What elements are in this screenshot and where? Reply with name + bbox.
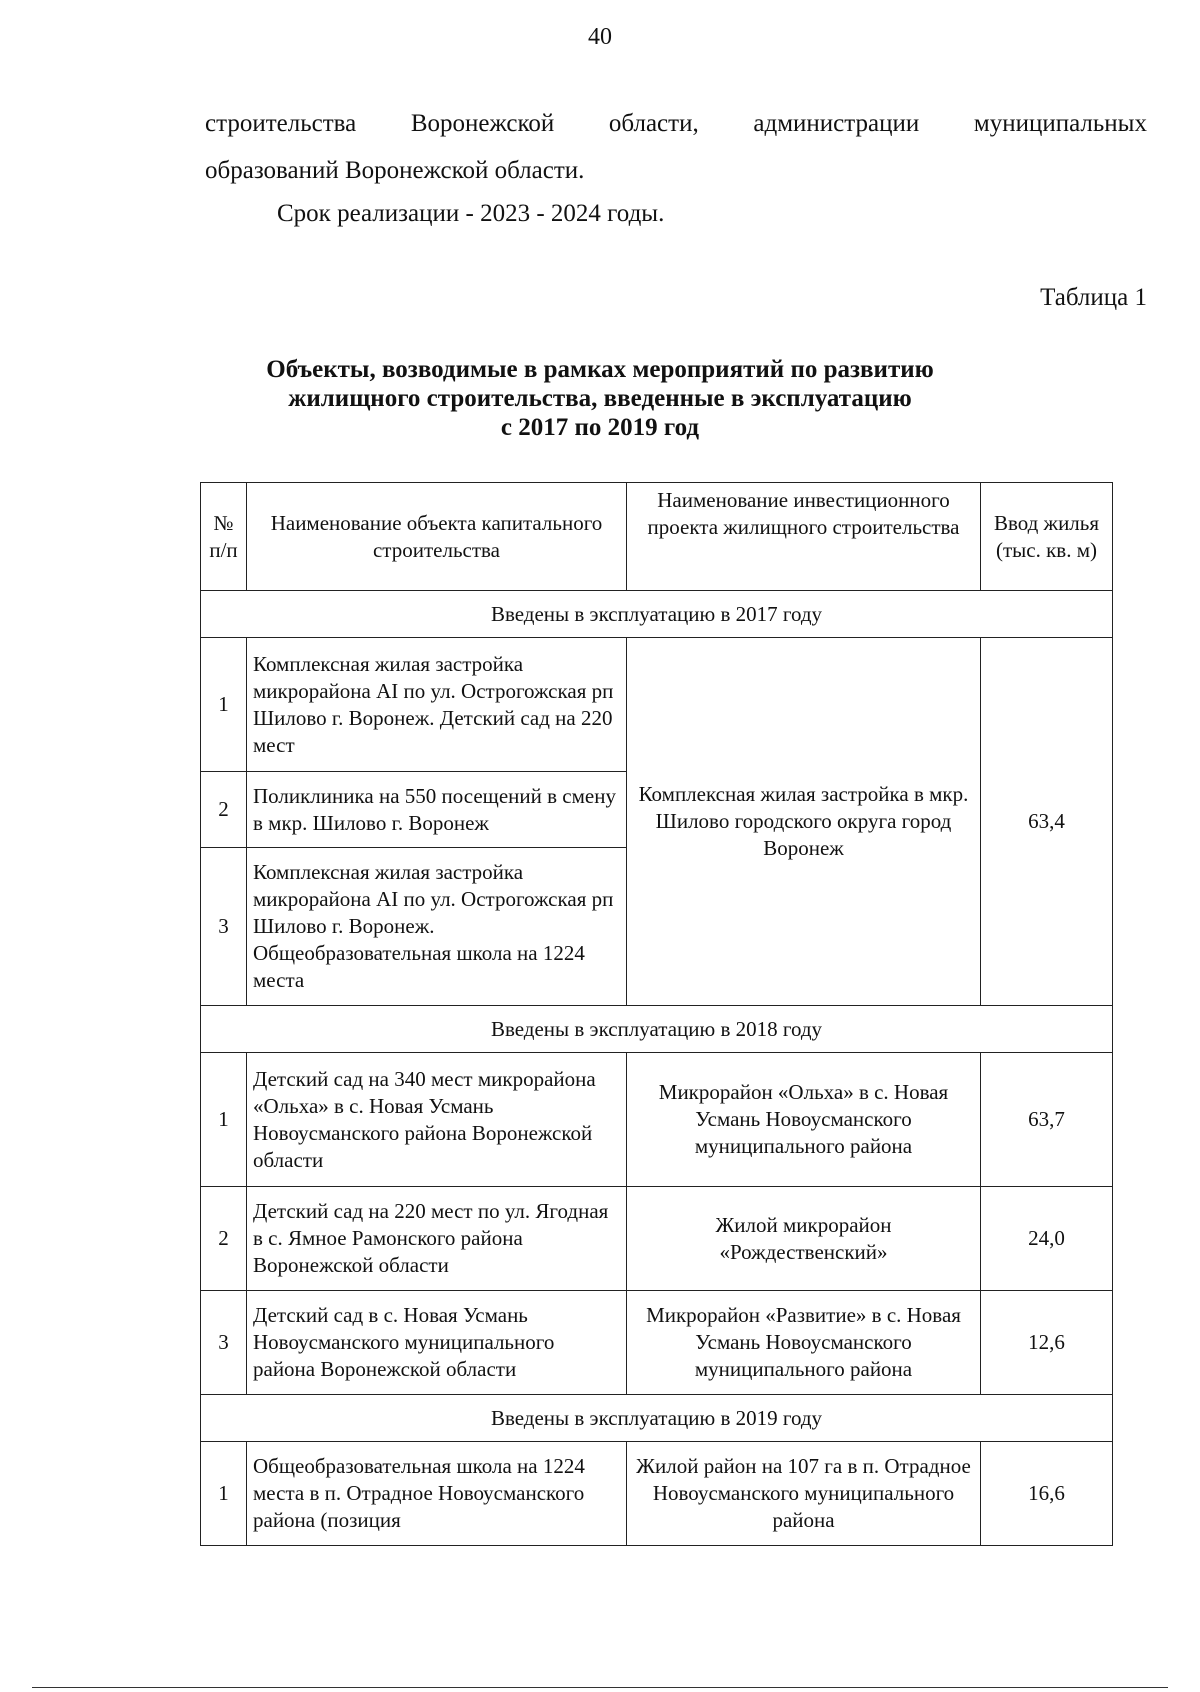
section-row-2018 <box>201 1006 1113 1053</box>
row-value: 16,6 <box>981 1442 1113 1546</box>
row-object: Детский сад на 220 мест по ул. Ягодная в с. Ямное Рамонского района Воронежской области <box>247 1187 627 1291</box>
table-row <box>201 1291 1113 1395</box>
row-num: 2 <box>201 1187 247 1291</box>
row-value: 63,4 <box>981 638 1113 1006</box>
table-row <box>201 1053 1113 1187</box>
header-num: № п/п <box>201 483 247 591</box>
row-project: Комплексная жилая застройка в мкр. Шилово городского округа город Воронеж <box>627 638 981 1006</box>
row-num: 1 <box>201 1442 247 1546</box>
section-row-2017 <box>201 591 1113 638</box>
page-number: 40 <box>588 24 612 50</box>
row-num: 3 <box>201 1291 247 1395</box>
table-title <box>0 355 1200 442</box>
section-title: Введены в эксплуатацию в 2019 году <box>201 1395 1113 1442</box>
intro-line-1 <box>205 100 1147 147</box>
section-title: Введены в эксплуатацию в 2018 году <box>201 1006 1113 1053</box>
row-object: Детский сад на 340 мест микрорайона «Ольха» в с. Новая Усмань Новоусманского района Воронежской области <box>247 1053 627 1187</box>
table-row <box>201 638 1113 772</box>
row-num: 1 <box>201 1053 247 1187</box>
header-input: Ввод жилья (тыс. кв. м) <box>981 483 1113 591</box>
row-num: 2 <box>201 772 247 848</box>
intro-word: строительства <box>205 110 357 137</box>
row-project: Микрорайон «Развитие» в с. Новая Усмань Новоусманского муниципального района <box>627 1291 981 1395</box>
row-project: Жилой район на 107 га в п. Отрадное Новоусманского муниципального района <box>627 1442 981 1546</box>
intro-word: области, <box>608 110 699 137</box>
row-value: 12,6 <box>981 1291 1113 1395</box>
row-project: Жилой микрорайон «Рождественский» <box>627 1187 981 1291</box>
intro-paragraph <box>205 100 1147 194</box>
objects-table <box>200 482 1113 1546</box>
section-title: Введены в эксплуатацию в 2017 году <box>201 591 1113 638</box>
footer-divider <box>32 1687 1168 1688</box>
row-object: Поликлиника на 550 посещений в смену в мкр. Шилово г. Воронеж <box>247 772 627 848</box>
row-object: Комплексная жилая застройка микрорайона AI по ул. Острогожская рп Шилово г. Воронеж. Общеобразовательная школа на 1224 места <box>247 848 627 1006</box>
row-object: Общеобразовательная школа на 1224 места в п. Отрадное Новоусманского района (позиция <box>247 1442 627 1546</box>
title-line-1: Объекты, возводимые в рамках мероприятий по развитию <box>266 356 934 383</box>
title-line-3: с 2017 по 2019 год <box>500 414 700 441</box>
title-line-2: жилищного строительства, введенные в эксплуатацию <box>288 385 912 412</box>
row-project: Микрорайон «Ольха» в с. Новая Усмань Новоусманского муниципального района <box>627 1053 981 1187</box>
row-num: 1 <box>201 638 247 772</box>
table-row <box>201 1187 1113 1291</box>
row-value: 24,0 <box>981 1187 1113 1291</box>
section-row-2019 <box>201 1395 1113 1442</box>
row-object: Комплексная жилая застройка микрорайона AI по ул. Острогожская рп Шилово г. Воронеж. Детский сад на 220 мест <box>247 638 627 772</box>
implementation-term: Срок реализации - 2023 - 2024 годы. <box>277 200 665 227</box>
row-object: Детский сад в с. Новая Усмань Новоусманского муниципального района Воронежской области <box>247 1291 627 1395</box>
row-num: 3 <box>201 848 247 1006</box>
intro-word: Воронежской <box>410 110 555 137</box>
table-label: Таблица 1 <box>1040 284 1147 311</box>
row-value: 63,7 <box>981 1053 1113 1187</box>
intro-word: муниципальных <box>973 110 1147 137</box>
table-header-row <box>201 483 1113 591</box>
intro-word: администрации <box>753 110 920 137</box>
table-row <box>201 1442 1113 1546</box>
header-project: Наименование инвестиционного проекта жилищного строительства <box>627 483 981 591</box>
header-object: Наименование объекта капитального строительства <box>247 483 627 591</box>
intro-line-2: образований Воронежской области. <box>205 157 585 184</box>
